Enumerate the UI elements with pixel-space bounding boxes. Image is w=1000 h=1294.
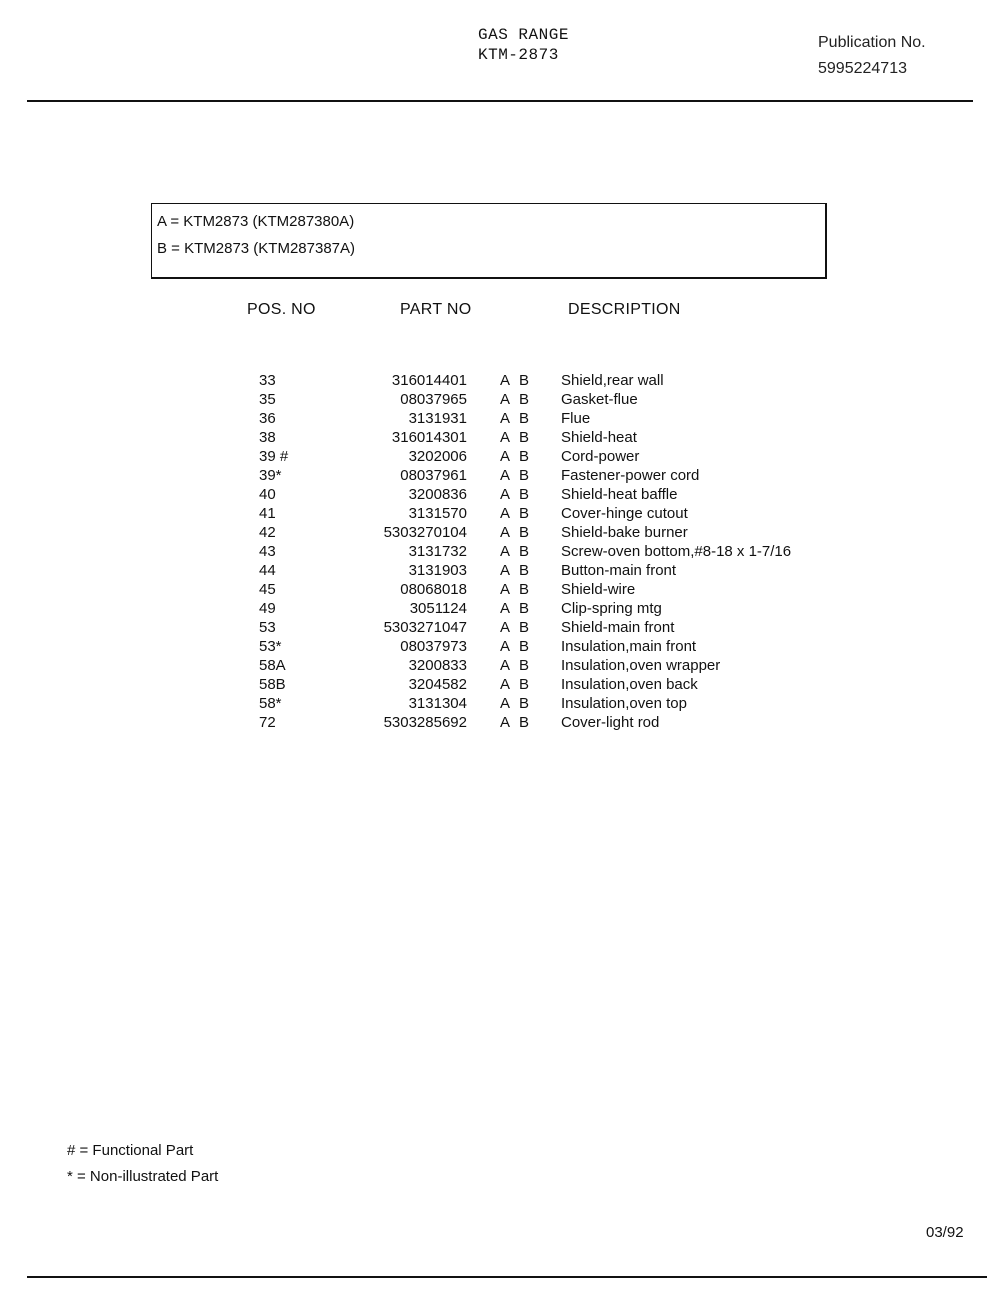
column-header-part: PART NO [400,301,472,318]
table-row [0,524,1000,543]
table-row [0,695,1000,714]
row-pos-no: 43 [259,543,276,560]
row-part-no: 3131570 [408,505,467,522]
publication-number: 5995224713 [818,60,907,77]
row-model-b: B [519,391,530,408]
row-model-a: A [500,410,511,427]
row-pos-no: 42 [259,524,276,541]
row-pos-no: 53 [259,619,276,636]
row-model-b: B [519,657,530,674]
row-model-a: A [500,429,511,446]
row-part-no: 316014401 [391,372,467,389]
row-description: Shield-heat [561,429,637,446]
row-model-a: A [500,486,511,503]
row-description: Shield-heat baffle [561,486,678,503]
row-model-b: B [519,543,530,560]
row-model-a: A [500,448,511,465]
row-part-no: 3202006 [408,448,467,465]
row-model-a: A [500,600,511,617]
row-part-no: 5303271047 [383,619,467,636]
publication-label: Publication No. [818,34,926,51]
row-part-no: 3204582 [408,676,467,693]
row-description: Shield-bake burner [561,524,688,541]
footer-date: 03/92 [926,1224,964,1241]
row-pos-no: 40 [259,486,276,503]
row-model-b: B [519,562,530,579]
row-model-b: B [519,638,530,655]
row-part-no: 08068018 [400,581,467,598]
row-description: Shield-main front [561,619,675,636]
row-part-no: 08037965 [400,391,467,408]
row-model-a: A [500,372,511,389]
row-description: Cord-power [561,448,640,465]
row-model-a: A [500,619,511,636]
row-part-no: 316014301 [391,429,467,446]
row-description: Shield-wire [561,581,636,598]
row-model-a: A [500,676,511,693]
row-pos-no: 58* [259,695,282,712]
row-model-a: A [500,467,511,484]
table-row [0,486,1000,505]
document-title: GAS RANGE [478,26,569,44]
row-part-no: 08037973 [400,638,467,655]
row-part-no: 3051124 [409,600,467,617]
row-description: Screw-oven bottom,#8-18 x 1-7/16 [561,543,792,560]
table-row [0,391,1000,410]
row-part-no: 5303270104 [383,524,467,541]
row-description: Cover-hinge cutout [561,505,688,522]
legend-b: B = KTM2873 (KTM287387A) [157,240,356,257]
row-model-b: B [519,581,530,598]
row-model-b: B [519,600,530,617]
column-header-description: DESCRIPTION [568,301,681,318]
row-pos-no: 39* [259,467,282,484]
legend-a: A = KTM2873 (KTM287380A) [157,213,355,230]
row-description: Cover-light rod [561,714,660,731]
row-model-b: B [519,676,530,693]
row-pos-no: 39 # [259,448,289,465]
note-non-illustrated-part: * = Non-illustrated Part [67,1168,219,1185]
row-part-no: 3131931 [408,410,467,427]
row-description: Insulation,main front [561,638,697,655]
row-pos-no: 36 [259,410,276,427]
row-pos-no: 49 [259,600,276,617]
model-legend-box [151,203,827,279]
footer-divider [27,1276,987,1278]
row-part-no: 3131732 [408,543,467,560]
row-description: Insulation,oven top [561,695,687,712]
row-pos-no: 33 [259,372,276,389]
row-part-no: 08037961 [400,467,467,484]
table-row [0,638,1000,657]
row-part-no: 5303285692 [383,714,467,731]
table-row [0,505,1000,524]
row-model-a: A [500,581,511,598]
row-model-b: B [519,372,530,389]
table-row [0,657,1000,676]
row-description: Flue [561,410,591,427]
row-model-b: B [519,524,530,541]
row-description: Fastener-power cord [561,467,700,484]
row-model-a: A [500,714,511,731]
row-description: Insulation,oven back [561,676,698,693]
row-model-a: A [500,638,511,655]
table-row [0,429,1000,448]
row-model-b: B [519,505,530,522]
table-row [0,600,1000,619]
row-part-no: 3131304 [408,695,467,712]
row-part-no: 3131903 [408,562,467,579]
table-row [0,467,1000,486]
table-row [0,676,1000,695]
row-model-b: B [519,695,530,712]
column-header-pos: POS. NO [247,301,316,318]
row-model-a: A [500,505,511,522]
table-row [0,448,1000,467]
model-number: KTM-2873 [478,46,559,64]
header-divider [27,100,973,102]
row-model-b: B [519,714,530,731]
row-model-a: A [500,524,511,541]
table-row [0,410,1000,429]
row-pos-no: 41 [259,505,276,522]
row-model-b: B [519,429,530,446]
row-model-b: B [519,410,530,427]
row-pos-no: 45 [259,581,276,598]
row-pos-no: 44 [259,562,276,579]
row-description: Insulation,oven wrapper [561,657,721,674]
note-functional-part: # = Functional Part [67,1142,194,1159]
row-description: Shield,rear wall [561,372,664,389]
row-model-b: B [519,619,530,636]
row-pos-no: 58B [259,676,286,693]
row-model-a: A [500,391,511,408]
row-part-no: 3200833 [408,657,467,674]
row-model-b: B [519,486,530,503]
row-model-b: B [519,448,530,465]
row-description: Button-main front [561,562,677,579]
table-row [0,562,1000,581]
row-model-a: A [500,657,511,674]
row-model-a: A [500,695,511,712]
row-pos-no: 58A [259,657,286,674]
row-pos-no: 38 [259,429,276,446]
row-model-b: B [519,467,530,484]
row-description: Gasket-flue [561,391,638,408]
table-row [0,619,1000,638]
table-row [0,372,1000,391]
row-pos-no: 53* [259,638,282,655]
table-row [0,714,1000,733]
row-pos-no: 35 [259,391,276,408]
row-model-a: A [500,543,511,560]
row-pos-no: 72 [259,714,276,731]
row-description: Clip-spring mtg [561,600,662,617]
row-model-a: A [500,562,511,579]
table-row [0,581,1000,600]
row-part-no: 3200836 [408,486,467,503]
table-row [0,543,1000,562]
